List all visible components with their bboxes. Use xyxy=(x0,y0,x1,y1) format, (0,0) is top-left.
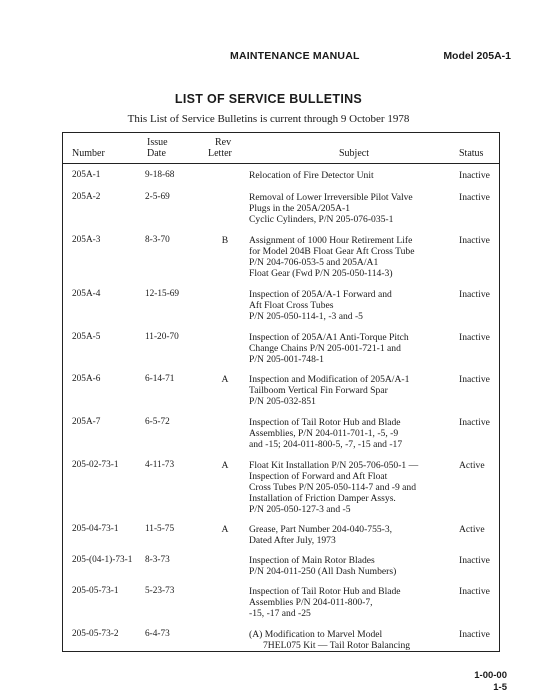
subject-line: Plugs in the 205A/205A-1 xyxy=(249,203,351,214)
header-rev-1: Rev xyxy=(215,137,232,148)
issue-date: 2-5-69 xyxy=(145,192,170,202)
subject-line: Inspection of 205A/A-1 Forward and xyxy=(249,289,392,300)
header-status: Status xyxy=(459,148,484,159)
subject xyxy=(249,235,455,279)
rev-letter: A xyxy=(221,374,229,385)
status: Inactive xyxy=(459,555,490,566)
table-header xyxy=(63,133,499,164)
subject xyxy=(249,192,455,225)
service-bulletin-table xyxy=(62,132,500,652)
bulletin-number: 205A-1 xyxy=(72,170,101,180)
issue-date: 8-3-70 xyxy=(145,235,170,245)
rev-letter: A xyxy=(221,524,229,535)
subject xyxy=(249,332,455,365)
subject xyxy=(249,555,455,577)
issue-date: 6-5-72 xyxy=(145,417,170,427)
subject-line: Assemblies P/N 204-011-800-7, xyxy=(249,597,373,608)
subject-line: P/N 205-050-114-1, -3 and -5 xyxy=(249,311,363,322)
bulletin-number: 205A-4 xyxy=(72,289,101,299)
bulletin-number: 205-02-73-1 xyxy=(72,460,119,470)
subject-line: (A) Modification to Marvel Model xyxy=(249,629,383,640)
subject-line: Inspection and Modification of 205A/A-1 xyxy=(249,374,410,385)
subject-line: for Model 204B Float Gear Aft Cross Tube xyxy=(249,246,415,257)
rev-letter: A xyxy=(221,460,229,471)
status: Inactive xyxy=(459,374,490,385)
subject-line: P/N 205-032-851 xyxy=(249,396,316,407)
subject-line: Inspection of Forward and Aft Float xyxy=(249,471,388,482)
subject-line: Installation of Friction Damper Assys. xyxy=(249,493,396,504)
header-rev-2: Letter xyxy=(208,148,232,159)
issue-date: 8-3-73 xyxy=(145,555,170,565)
subject xyxy=(249,524,455,546)
bulletin-number: 205A-2 xyxy=(72,192,101,202)
subject xyxy=(249,170,455,181)
subject-line: Removal of Lower Irreversible Pilot Valve xyxy=(249,192,413,203)
subject-line: Relocation of Fire Detector Unit xyxy=(249,170,374,181)
model-header: Model 205A-1 xyxy=(443,50,511,62)
subject xyxy=(249,629,455,651)
status: Inactive xyxy=(459,629,490,640)
issue-date: 9-18-68 xyxy=(145,170,175,180)
status: Active xyxy=(459,460,485,471)
subject-line: Cross Tubes P/N 205-050-114-7 and -9 and xyxy=(249,482,417,493)
subject-line: Float Gear (Fwd P/N 205-050-114-3) xyxy=(249,268,393,279)
status: Inactive xyxy=(459,332,490,343)
subject-line: P/N 205-001-748-1 xyxy=(249,354,324,365)
issue-date: 6-4-73 xyxy=(145,629,170,639)
status: Inactive xyxy=(459,192,490,203)
issue-date: 12-15-69 xyxy=(145,289,180,299)
bulletin-number: 205A-7 xyxy=(72,417,101,427)
issue-date: 11-20-70 xyxy=(145,332,179,342)
subject xyxy=(249,289,455,322)
status: Inactive xyxy=(459,170,490,181)
rev-letter: B xyxy=(221,235,229,246)
subject-line: Inspection of Tail Rotor Hub and Blade xyxy=(249,586,401,597)
header-issue-1: Issue xyxy=(147,137,168,148)
subject-line: Inspection of Tail Rotor Hub and Blade xyxy=(249,417,401,428)
subject xyxy=(249,374,455,407)
subject-line: Inspection of 205A/A1 Anti-Torque Pitch xyxy=(249,332,409,343)
bulletin-number: 205-04-73-1 xyxy=(72,524,119,534)
status: Inactive xyxy=(459,417,490,428)
bulletin-number: 205-(04-1)-73-1 xyxy=(72,555,133,565)
subject-line: Tailboom Vertical Fin Forward Spar xyxy=(249,385,388,396)
status: Inactive xyxy=(459,235,490,246)
subject xyxy=(249,417,455,450)
issue-date: 6-14-71 xyxy=(145,374,175,384)
subject-line: P/N 204-011-250 (All Dash Numbers) xyxy=(249,566,397,577)
bulletin-number: 205-05-73-1 xyxy=(72,586,119,596)
subject-line: Cyclic Cylinders, P/N 205-076-035-1 xyxy=(249,214,394,225)
footer-section-code: 1-00-00 xyxy=(474,670,507,681)
header-subject: Subject xyxy=(339,148,369,159)
issue-date: 11-5-75 xyxy=(145,524,175,534)
footer-page-number: 1-5 xyxy=(493,682,507,693)
header-number: Number xyxy=(72,148,105,159)
status: Inactive xyxy=(459,289,490,300)
manual-header: MAINTENANCE MANUAL xyxy=(230,50,360,62)
status: Inactive xyxy=(459,586,490,597)
status: Active xyxy=(459,524,485,535)
bulletin-number: 205A-6 xyxy=(72,374,101,384)
subject-line: Float Kit Installation P/N 205-706-050-1 — xyxy=(249,460,419,471)
subject xyxy=(249,460,455,515)
subject-line: Assignment of 1000 Hour Retirement Life xyxy=(249,235,413,246)
subject-line: Grease, Part Number 204-040-755-3, xyxy=(249,524,393,535)
bulletin-number: 205A-5 xyxy=(72,332,101,342)
subject-line: Aft Float Cross Tubes xyxy=(249,300,334,311)
subject-line: and -15; 204-011-800-5, -7, -15 and -17 xyxy=(249,439,403,450)
page-footer xyxy=(474,670,507,694)
subject xyxy=(249,586,455,619)
header-issue-2: Date xyxy=(147,148,166,159)
subject-line: Dated After July, 1973 xyxy=(249,535,336,546)
subject-line: 7HEL075 Kit — Tail Rotor Balancing xyxy=(263,640,411,651)
subject-line: Assemblies, P/N 204-011-701-1, -5, -9 xyxy=(249,428,399,439)
bulletin-number: 205A-3 xyxy=(72,235,101,245)
subject-line: P/N 204-706-053-5 and 205A/A1 xyxy=(249,257,379,268)
page-subtitle: This List of Service Bulletins is current through 9 October 1978 xyxy=(127,113,410,125)
subject-line: Inspection of Main Rotor Blades xyxy=(249,555,375,566)
issue-date: 5-23-73 xyxy=(145,586,175,596)
subject-line: Change Chains P/N 205-001-721-1 and xyxy=(249,343,401,354)
page-title: LIST OF SERVICE BULLETINS xyxy=(174,92,363,106)
bulletin-number: 205-05-73-2 xyxy=(72,629,119,639)
subject-line: P/N 205-050-127-3 and -5 xyxy=(249,504,351,515)
subject-line: -15, -17 and -25 xyxy=(249,608,311,619)
issue-date: 4-11-73 xyxy=(145,460,175,470)
